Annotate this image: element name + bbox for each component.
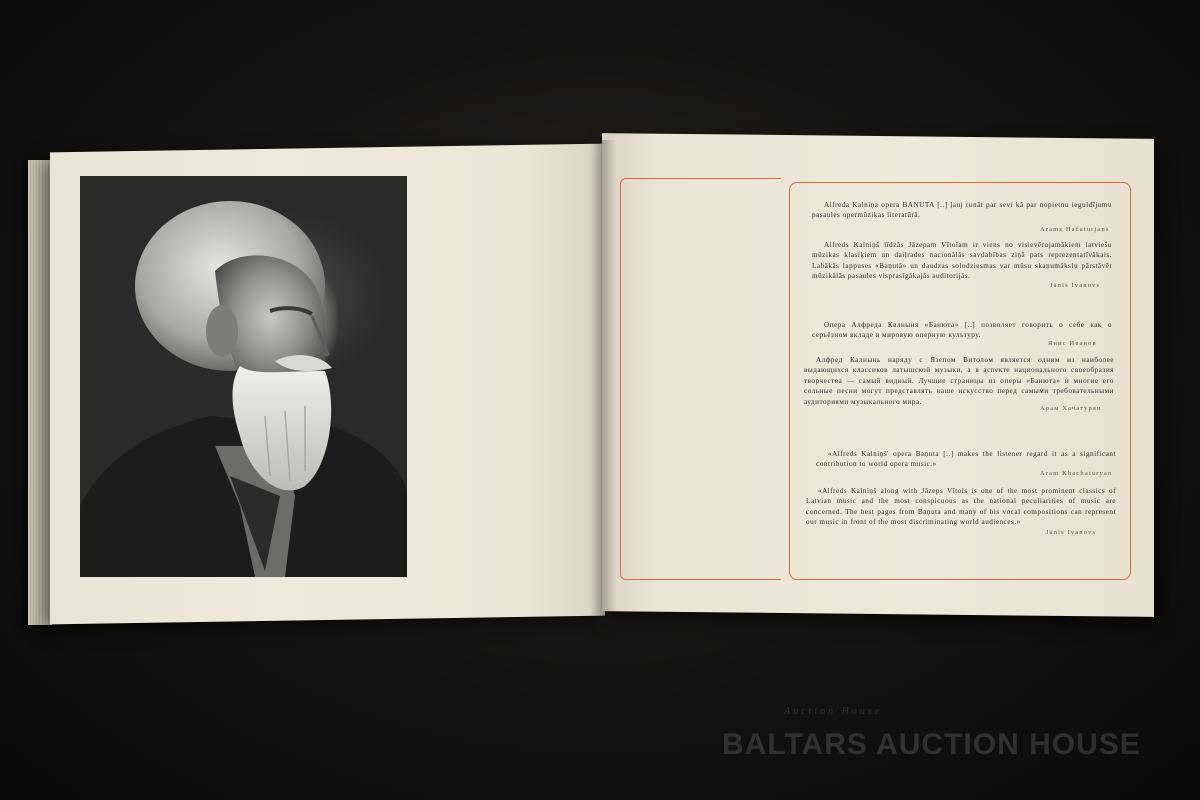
author-english-2: Jānis Ivanovs bbox=[1046, 529, 1097, 536]
orange-frame-left bbox=[620, 178, 781, 580]
watermark-subtitle: Auction House bbox=[784, 706, 883, 717]
page-edges bbox=[28, 160, 52, 625]
author-english-1: Aram Khachaturyan bbox=[1040, 470, 1113, 477]
author-latvian-2: Jānis Ivanovs bbox=[1050, 282, 1101, 289]
book-gutter bbox=[590, 140, 616, 618]
author-russian-2: Арам Хачатурян bbox=[1040, 405, 1102, 412]
quote-english-1: «Alfreds Kalniņš' opera Baņuta [..] makes the listener regard it as a significant contribution to world opera music.» bbox=[816, 450, 1116, 469]
quote-russian-2: Алфред Калнынь наряду с Язепом Витолом является одним из наиболее выдающихся классиков латышской музыки, а в аспекте национального своеобразия творчества — самый видный. Лучшие страницы из оперы «Банюта» и многие его сольные песни могут представлять наше искусство перед самыми требовательными аудиториями музыкального мира. bbox=[804, 356, 1114, 406]
author-russian-1: Янис Иванов bbox=[1048, 340, 1097, 347]
auction-watermark bbox=[722, 706, 1142, 786]
quote-russian-1: Опера Алфреда Калныня «Банюта» [..] позволяет говорить о себе как о серьёзном вкладе в мировую оперную культуру. bbox=[812, 321, 1112, 340]
quote-latvian-1: Alfreda Kalniņa opera BANUTA [..] ļauj runāt par sevi kā par nopietnu ieguldījumu pasaules opermūzikas literatūrā. bbox=[812, 201, 1112, 220]
quote-latvian-2: Alfreds Kalniņš līdzās Jāzepam Vītolam ir viens no visievērojamākiem latviešu mūzikas klasiķiem un daiļrades nacionālās savdabības ziņā pats reprezentatīvākais. Labākās lappuses «Baņutā» un daudzas solodziesmas var mūsu skaņumākslu pārstāvēt mūzikālās pasaules visprasīgākajās auditorijās. bbox=[812, 241, 1112, 281]
quote-english-2: «Alfreds Kalniņš along with Jāzeps Vītols is one of the most prominent classics of Latvian music and the most conspicuous as the national peculiarities of music are concerned. The best pages from Baņuta and many of his vocal compositions can represent our music in front of the most discriminating world audiences.» bbox=[806, 487, 1116, 527]
portrait-photograph bbox=[80, 176, 407, 577]
author-latvian-1: Arams Hačaturjans bbox=[1040, 226, 1110, 233]
watermark-title: BALTARS AUCTION HOUSE bbox=[722, 728, 1141, 761]
